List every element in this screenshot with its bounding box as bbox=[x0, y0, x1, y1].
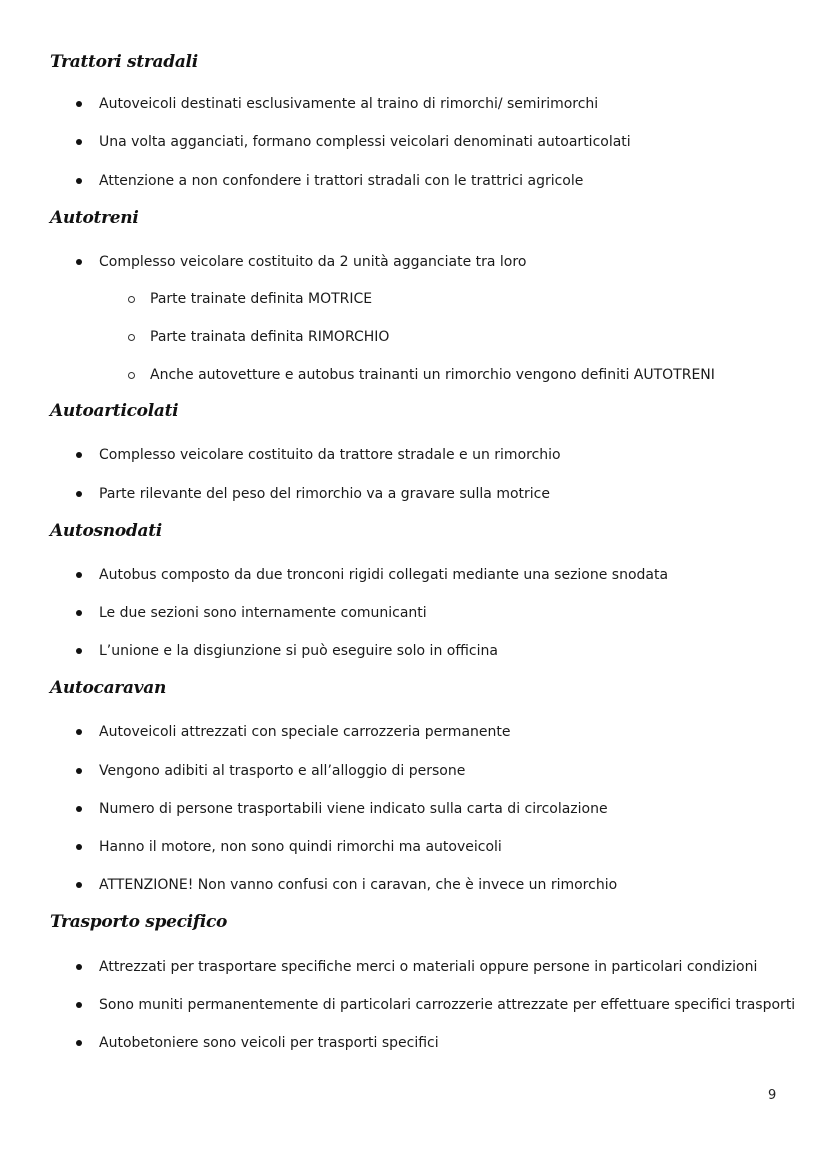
list-item bbox=[99, 485, 550, 503]
section-heading-autocaravan: Autocaravan bbox=[50, 678, 167, 698]
list-item bbox=[99, 446, 561, 464]
list-item-text: Attrezzati per trasportare specifiche merci o materiali oppure persone in particolari condizioni bbox=[99, 959, 758, 975]
list-item-text: Sono muniti permanentemente di particolari carrozzerie attrezzate per effettuare specifici trasporti bbox=[99, 997, 796, 1013]
bullet-icon bbox=[76, 1002, 82, 1008]
list-item-text: Autobetoniere sono veicoli per trasporti specifici bbox=[99, 1035, 439, 1051]
list-item-text: Parte rilevante del peso del rimorchio va a gravare sulla motrice bbox=[99, 486, 550, 502]
list-item-text: Hanno il motore, non sono quindi rimorchi ma autoveicoli bbox=[99, 839, 502, 855]
bullet-icon bbox=[76, 882, 82, 888]
sub-list-item-text: Parte trainate definita MOTRICE bbox=[150, 291, 373, 307]
bullet-icon bbox=[76, 806, 82, 812]
list-item bbox=[99, 876, 617, 894]
list-item bbox=[99, 838, 502, 856]
bullet-icon bbox=[76, 139, 82, 145]
bullet-icon bbox=[76, 452, 82, 458]
sub-list-item-text: Parte trainata definita RIMORCHIO bbox=[150, 329, 390, 345]
list-item-text: Complesso veicolare costituito da trattore stradale e un rimorchio bbox=[99, 447, 561, 463]
list-item bbox=[99, 1034, 439, 1052]
sub-list-item bbox=[150, 328, 389, 346]
section-heading-trasporto-specifico: Trasporto specifico bbox=[50, 912, 228, 932]
list-item-text: Numero di persone trasportabili viene indicato sulla carta di circolazione bbox=[99, 801, 608, 817]
list-item-text: Autoveicoli attrezzati con speciale carrozzeria permanente bbox=[99, 724, 511, 740]
sub-list-item-text: Anche autovetture e autobus trainanti un rimorchio vengono definiti AUTOTRENI bbox=[150, 367, 715, 383]
list-item-text: Autoveicoli destinati esclusivamente al traino di rimorchi/ semirimorchi bbox=[99, 96, 599, 112]
list-item-text: L’unione e la disgiunzione si può eseguire solo in officina bbox=[99, 643, 498, 659]
bullet-icon bbox=[76, 1040, 82, 1046]
section-heading-trattori-stradali: Trattori stradali bbox=[50, 52, 198, 72]
list-item bbox=[99, 800, 608, 818]
list-item bbox=[99, 95, 598, 113]
bullet-icon bbox=[76, 101, 82, 107]
circle-bullet-icon bbox=[128, 372, 135, 379]
page-number: 9 bbox=[768, 1088, 777, 1103]
sub-list-item bbox=[150, 366, 715, 384]
list-item-text: Autobus composto da due tronconi rigidi collegati mediante una sezione snodata bbox=[99, 567, 669, 583]
bullet-icon bbox=[76, 768, 82, 774]
bullet-icon bbox=[76, 964, 82, 970]
list-item bbox=[99, 604, 427, 622]
list-item-text: ATTENZIONE! Non vanno confusi con i caravan, che è invece un rimorchio bbox=[99, 877, 618, 893]
bullet-icon bbox=[76, 610, 82, 616]
section-heading-autotreni: Autotreni bbox=[50, 208, 139, 228]
list-item bbox=[99, 642, 498, 660]
bullet-icon bbox=[76, 729, 82, 735]
list-item bbox=[99, 996, 795, 1014]
list-item-text: Le due sezioni sono internamente comunicanti bbox=[99, 605, 427, 621]
section-heading-autoarticolati: Autoarticolati bbox=[50, 401, 179, 421]
list-item bbox=[99, 253, 526, 271]
bullet-icon bbox=[76, 178, 82, 184]
bullet-icon bbox=[76, 844, 82, 850]
circle-bullet-icon bbox=[128, 296, 135, 303]
sub-list-item bbox=[150, 290, 372, 308]
list-item bbox=[99, 762, 465, 780]
section-heading-autosnodati: Autosnodati bbox=[50, 521, 162, 541]
bullet-icon bbox=[76, 648, 82, 654]
list-item bbox=[99, 172, 583, 190]
bullet-icon bbox=[76, 572, 82, 578]
bullet-icon bbox=[76, 259, 82, 265]
list-item-text: Complesso veicolare costituito da 2 unità agganciate tra loro bbox=[99, 254, 527, 270]
list-item-text: Una volta agganciati, formano complessi veicolari denominati autoarticolati bbox=[99, 134, 631, 150]
list-item bbox=[99, 566, 668, 584]
bullet-icon bbox=[76, 491, 82, 497]
list-item bbox=[99, 133, 631, 151]
circle-bullet-icon bbox=[128, 334, 135, 341]
list-item-text: Vengono adibiti al trasporto e all’alloggio di persone bbox=[99, 763, 466, 779]
list-item bbox=[99, 958, 757, 976]
list-item bbox=[99, 723, 510, 741]
list-item-text: Attenzione a non confondere i trattori stradali con le trattrici agricole bbox=[99, 173, 584, 189]
